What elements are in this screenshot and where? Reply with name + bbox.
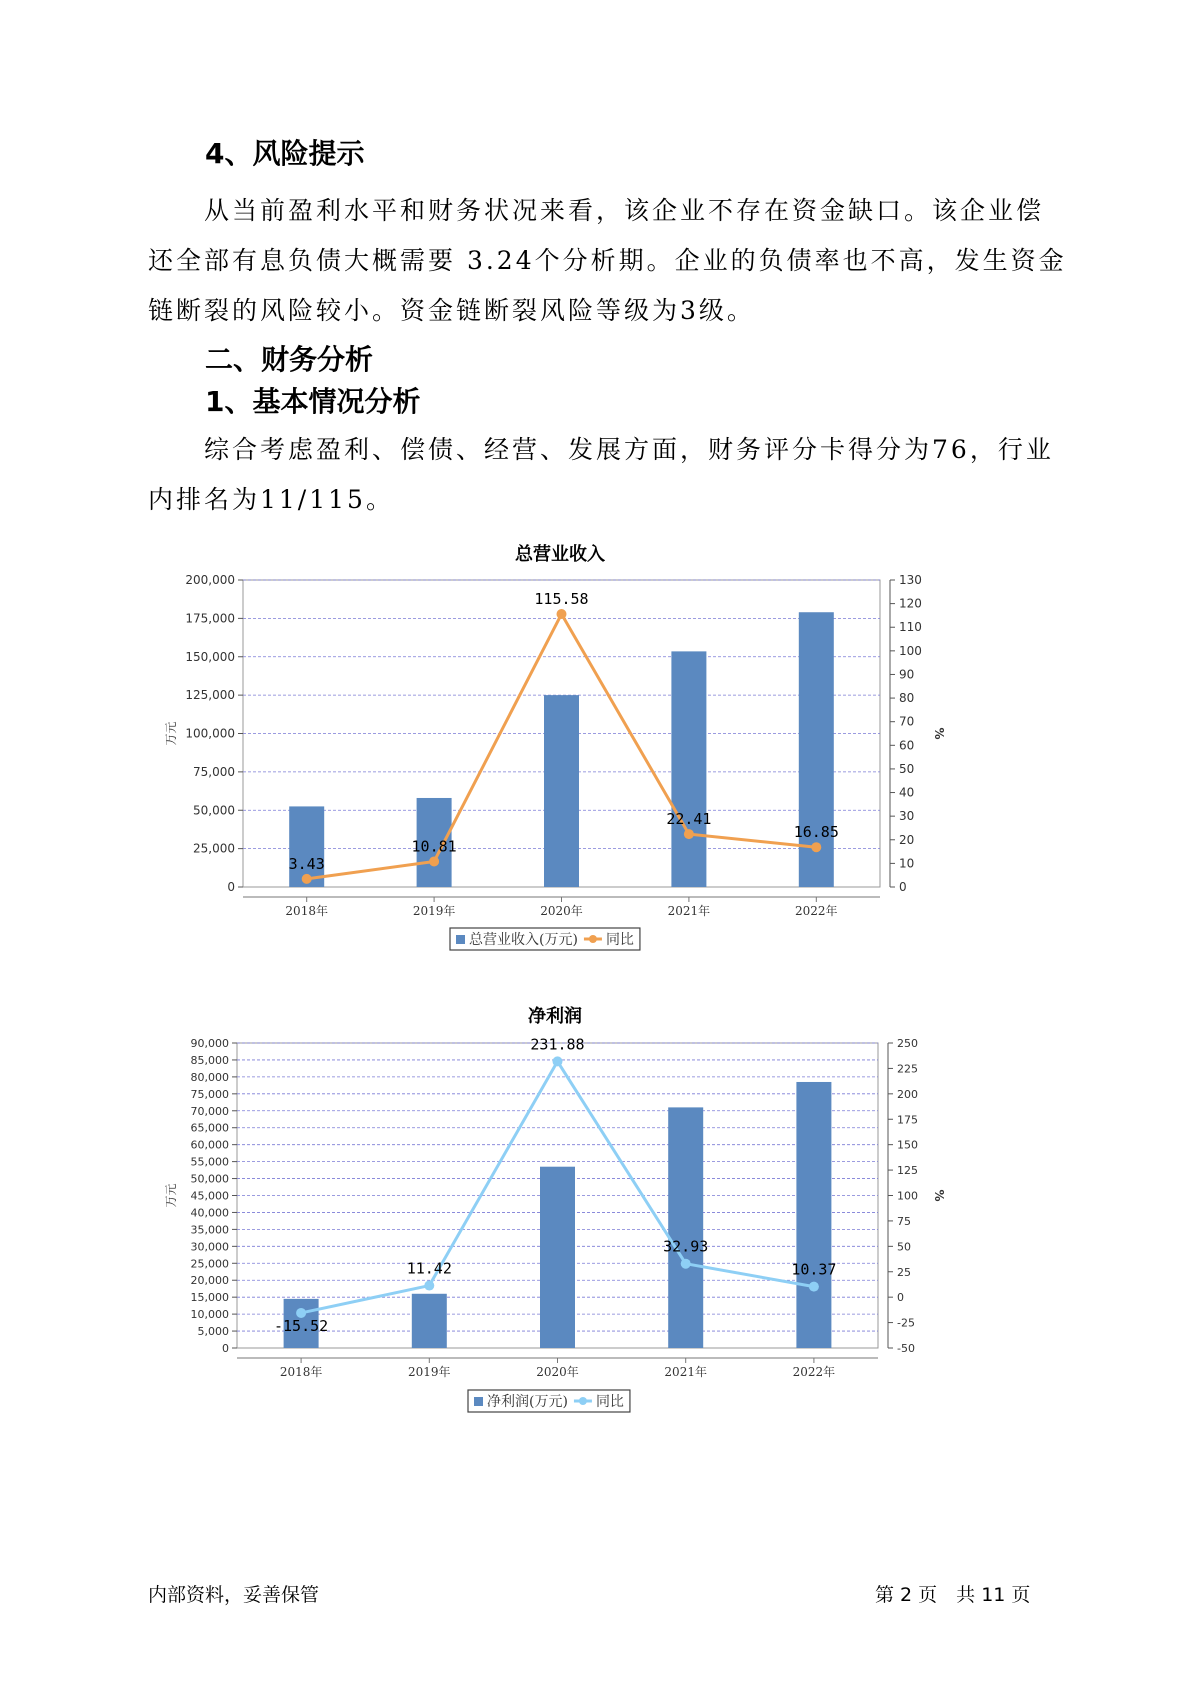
bar-2019年 <box>412 1294 447 1348</box>
yoy-data-label: 16.85 <box>793 823 839 842</box>
y2-tick-label: 100 <box>899 643 922 658</box>
y-tick-label: 15,000 <box>190 1291 229 1305</box>
footer-confidential: 内部资料，妥善保管 <box>148 1584 320 1606</box>
yoy-data-label: 115.58 <box>534 590 589 609</box>
yoy-data-label: 32.93 <box>663 1237 709 1256</box>
y-tick-label: 70,000 <box>190 1104 229 1118</box>
y-tick-label: 150,000 <box>185 649 235 664</box>
y2-tick-label: 90 <box>899 667 915 682</box>
y-axis-title: 万元 <box>164 721 178 746</box>
y-tick-label: 30,000 <box>190 1240 229 1254</box>
y2-tick-label: 70 <box>899 714 915 729</box>
x-tick-label: 2021年 <box>664 1365 707 1379</box>
x-tick-label: 2020年 <box>536 1365 579 1379</box>
y-tick-label: 0 <box>222 1342 229 1355</box>
x-tick-label: 2022年 <box>795 904 838 918</box>
y-tick-label: 65,000 <box>190 1121 229 1135</box>
y2-tick-label: 175 <box>897 1113 918 1127</box>
y-tick-label: 0 <box>227 880 235 894</box>
yoy-data-label: 10.37 <box>791 1260 837 1279</box>
y2-tick-label: -25 <box>897 1316 915 1330</box>
y2-tick-label: 110 <box>899 620 922 635</box>
y2-tick-label: 80 <box>899 691 915 706</box>
y-tick-label: 80,000 <box>190 1070 229 1084</box>
section-heading-risk: 4、风险提示 <box>205 137 365 170</box>
y-tick-label: 50,000 <box>193 803 235 818</box>
x-tick-label: 2019年 <box>412 904 456 918</box>
y2-tick-label: 250 <box>897 1037 918 1050</box>
y2-tick-label: 0 <box>897 1291 904 1305</box>
legend-bar-label: 净利润(万元) <box>487 1394 568 1410</box>
y2-axis-title: % <box>932 1189 946 1202</box>
y2-tick-label: 75 <box>897 1214 911 1228</box>
y2-tick-label: 225 <box>897 1062 918 1076</box>
y2-tick-label: 0 <box>899 880 907 894</box>
yoy-point-2022年 <box>809 1282 819 1292</box>
y-tick-label: 100,000 <box>185 726 235 741</box>
y-axis-title: 万元 <box>164 1183 178 1208</box>
y2-tick-label: 20 <box>899 832 915 847</box>
x-tick-label: 2019年 <box>408 1365 451 1379</box>
legend-line-label: 同比 <box>605 932 634 948</box>
section-heading-finance: 二、财务分析 <box>205 343 374 376</box>
x-tick-label: 2022年 <box>792 1365 836 1379</box>
y2-tick-label: 60 <box>899 738 915 753</box>
y2-tick-label: 50 <box>897 1240 911 1254</box>
y2-tick-label: 10 <box>899 856 915 871</box>
yoy-point-2020年 <box>553 1056 563 1066</box>
y-tick-label: 85,000 <box>190 1053 229 1067</box>
y-tick-label: 10,000 <box>190 1308 229 1322</box>
y2-tick-label: 100 <box>897 1189 918 1203</box>
legend-bar-label: 总营业收入(万元) <box>469 932 578 948</box>
y-tick-label: 45,000 <box>190 1189 229 1203</box>
y-tick-label: 20,000 <box>190 1274 229 1288</box>
yoy-data-label: 10.81 <box>411 837 457 856</box>
y2-tick-label: 40 <box>899 785 915 800</box>
subheading-basic-analysis: 1、基本情况分析 <box>205 385 421 418</box>
y2-tick-label: 25 <box>897 1265 911 1279</box>
y-tick-label: 200,000 <box>185 573 235 587</box>
y2-tick-label: 130 <box>899 573 922 587</box>
bar-2020年 <box>540 1167 575 1348</box>
y-tick-label: 75,000 <box>190 1087 229 1101</box>
x-tick-label: 2018年 <box>279 1365 323 1379</box>
y-tick-label: 50,000 <box>190 1172 229 1186</box>
y2-tick-label: 125 <box>897 1164 918 1178</box>
yoy-point-2019年 <box>424 1281 434 1291</box>
x-tick-label: 2018年 <box>285 904 328 918</box>
yoy-data-label: -15.52 <box>274 1316 329 1335</box>
y2-tick-label: 150 <box>897 1138 918 1152</box>
yoy-data-label: 11.42 <box>406 1259 452 1278</box>
y-tick-label: 25,000 <box>193 841 235 856</box>
y-tick-label: 25,000 <box>190 1257 229 1271</box>
y-tick-label: 55,000 <box>190 1155 229 1169</box>
legend-bar-swatch <box>474 1397 483 1406</box>
y-tick-label: 35,000 <box>190 1223 229 1237</box>
y2-tick-label: 120 <box>899 596 922 611</box>
x-tick-label: 2021年 <box>667 904 711 918</box>
y2-tick-label: 50 <box>899 761 915 776</box>
y2-axis-title: % <box>932 727 946 740</box>
yoy-data-label: 22.41 <box>666 810 712 829</box>
yoy-point-2021年 <box>681 1259 691 1269</box>
y-tick-label: 90,000 <box>190 1037 229 1050</box>
x-tick-label: 2020年 <box>540 904 583 918</box>
y2-tick-label: 30 <box>899 809 915 824</box>
y-tick-label: 5,000 <box>197 1325 229 1339</box>
y-tick-label: 75,000 <box>193 764 235 779</box>
y-tick-label: 175,000 <box>185 611 235 626</box>
y2-tick-label: -50 <box>897 1342 915 1355</box>
yoy-data-label: 231.88 <box>530 1035 585 1054</box>
yoy-data-label: 3.43 <box>288 854 325 873</box>
chart-title-net-profit: 净利润 <box>528 1006 582 1027</box>
risk-paragraph-text: 从当前盈利水平和财务状况来看，该企业不存在资金缺口。该企业偿还全部有息负债大概需要 3.24个分析期。企业的负债率也不高，发生资金链断裂的风险较小。资金链断裂风险等级为3级。 <box>148 196 1067 325</box>
y-tick-label: 40,000 <box>190 1206 229 1220</box>
y-tick-label: 125,000 <box>185 688 235 703</box>
score-paragraph-text: 综合考虑盈利、偿债、经营、发展方面，财务评分卡得分为76，行业内排名为11/115。 <box>148 435 1054 514</box>
bar-2021年 <box>668 1107 703 1348</box>
bar-2022年 <box>796 1082 831 1348</box>
legend-line-marker <box>579 1397 587 1405</box>
y-tick-label: 60,000 <box>190 1138 229 1152</box>
legend-line-label: 同比 <box>595 1394 624 1410</box>
y2-tick-label: 200 <box>897 1087 918 1101</box>
chart-title-revenue: 总营业收入 <box>515 544 605 565</box>
footer-page-number: 第 2 页 共 11 页 <box>875 1584 1031 1606</box>
